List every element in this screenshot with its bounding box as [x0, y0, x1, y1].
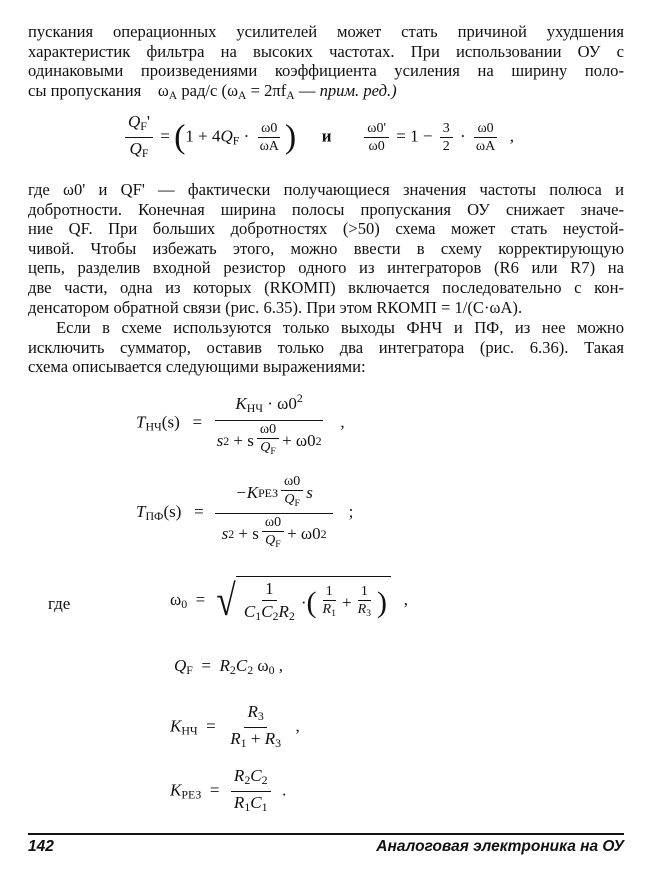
- text-line: чивой. Чтобы избежать этого, можно ввести в схему корректирующую: [28, 238, 624, 258]
- paragraph-correction: [28, 180, 624, 317]
- text-line: пускания операционных усилителей может стать причиной ухудшения: [28, 22, 624, 41]
- fraction-w0-ratio: $\frac{\omega 0'}{\omega 0}$: [364, 121, 389, 154]
- fraction-bandpass: −K РЕЗ $\frac{\omega 0}{Q_F}$ s s 2 + s $\frac{\omega 0}{Q_F}$ + ω0 2: [215, 474, 333, 552]
- text-line: цепь, разделив входной резистор одного из интеграторов (R6 или R7) на: [28, 258, 624, 278]
- fraction-lowpass: $K_{НЧ} \cdot \omega 0^2$ s 2 + s $\frac{\omega 0}{Q_F}$ + ω0 2: [214, 388, 325, 459]
- equation-k-resonant: $K_{РЕЗ}$ = $\frac{R_2C_2}{R_1C_1}$ .: [170, 766, 287, 814]
- equation-qf: $Q_F = R_2C_2$ $\omega_0$ ,: [174, 656, 284, 677]
- text-line: сы пропускания $\omega_A$ рад/с ($\omega_A = 2\pi f_A$ — прим. ред.): [28, 80, 397, 102]
- text-line: добротности. Конечная ширина полосы пропускания ОУ снижает значе-: [28, 199, 624, 219]
- fraction-w0-wa-2: $\frac{\omega 0}{\omega A}$: [475, 121, 496, 154]
- page-number: 142: [28, 838, 54, 855]
- fraction-w0-wa: $\frac{\omega 0}{\omega A}$: [259, 121, 279, 154]
- text-line: ние QF. При больших добротностях (>50) схема может стать неустой-: [28, 219, 624, 239]
- square-root: √ $\frac{1}{C_1C_2R_2}$ · ( $\frac{1}{R_1}$ + $\frac{1}{R_3}$ ): [214, 576, 391, 626]
- text-line: схема описывается следующими выражениями:: [28, 357, 366, 377]
- running-title: Аналоговая электроника на ОУ: [376, 838, 624, 855]
- footer-divider: [28, 833, 624, 835]
- fraction-qf-ratio: $\frac{Q_F'}{Q_F}$: [125, 112, 153, 163]
- text-line: денсатором обратной связи (рис. 6.35). При этом RКОМП = 1/(C·ωA).: [28, 297, 523, 317]
- paragraph-two-integrators: [28, 318, 624, 377]
- paragraph-intro: [28, 22, 624, 105]
- conjunction: и: [321, 126, 332, 146]
- equation-k-lowpass: $K_{НЧ}$ = $\frac{R_3}{R_1 + R_3}$ ,: [170, 702, 300, 750]
- text-line: где ω0' и QF' — фактически получающиеся значения частоты полюса и: [28, 180, 624, 199]
- text-line: одинаковыми произведениями коэффициента усиления на ширину поло-: [28, 61, 624, 81]
- editor-note: прим. ред.): [319, 80, 397, 100]
- text-line: две части, одна из которых (RКОМП) включается последовательно с кон-: [28, 277, 624, 297]
- text-line: исключить сумматор, оставив только два интегратора (рис. 6.36). Такая: [28, 337, 624, 357]
- text-line: характеристик фильтра на высоких частотах. При использовании ОУ с: [28, 41, 624, 61]
- equation-lowpass: $T_{НЧ}(s)$ = $K_{НЧ} \cdot \omega 0^2$ s 2 + s $\frac{\omega 0}{Q_F}$ + ω0 2 ,: [136, 388, 345, 459]
- equation-bandpass: $T_{ПФ}(s)$ = −K РЕЗ $\frac{\omega 0}{Q_F}$ s s 2 + s $\frac{\omega 0}{Q_F}$ + ω0 2 ;: [136, 474, 354, 550]
- equation-corrected-q: $\frac{Q_F'}{Q_F}$ = ($1 + 4Q_F$ · $\frac{\omega 0}{\omega A}$ ) и $\frac{\omega 0'}{\omega 0}$ = 1 − $\frac{3}{2}$ · $\frac{\omega 0}{\omega A}$ ,: [122, 112, 514, 163]
- equation-omega0: $\omega_0$ = √ $\frac{1}{C_1C_2R_2}$ · ( $\frac{1}{R_1}$ + $\frac{1}{R_3}$ ) ,: [170, 576, 409, 625]
- text-line: Если в схеме используются только выходы ФНЧ и ПФ, из нее можно: [56, 318, 624, 337]
- fraction-three-halves: $\frac{3}{2}$: [440, 121, 453, 154]
- where-label: где: [48, 594, 71, 613]
